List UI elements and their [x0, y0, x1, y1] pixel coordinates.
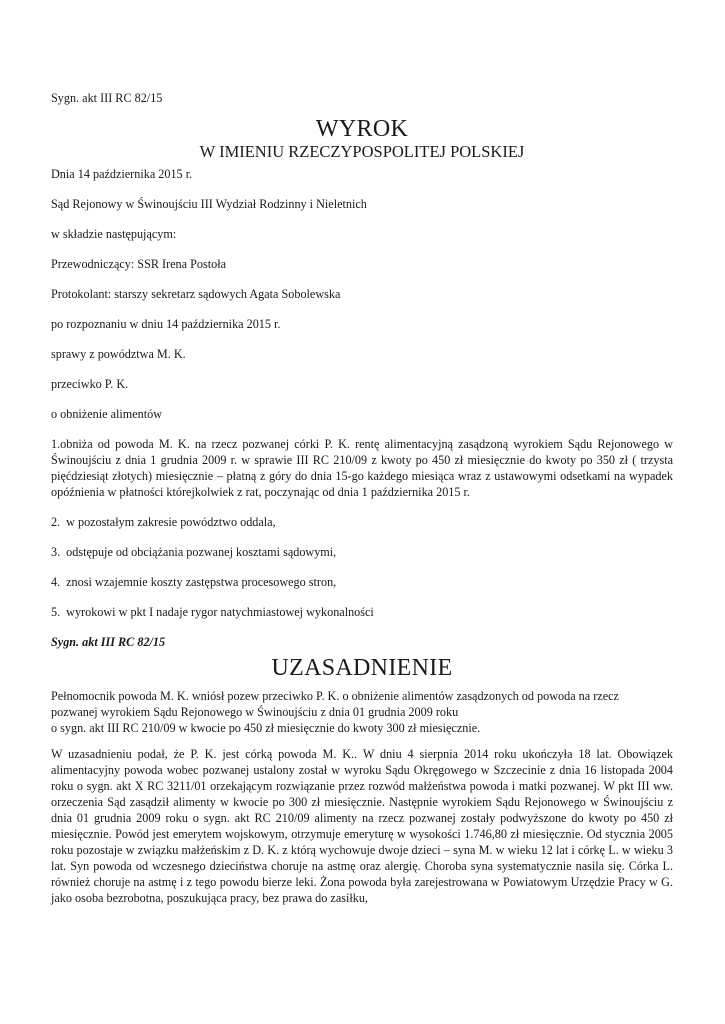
verdict-item-number: 2.	[51, 515, 61, 529]
court-name: Sąd Rejonowy w Świnoujściu III Wydział Rodzinny i Nieletnich	[51, 197, 367, 211]
verdict-item	[51, 574, 673, 590]
justification-signature: Sygn. akt III RC 82/15	[51, 635, 166, 649]
judgment-title: WYROK	[315, 116, 409, 142]
presiding-judge: Przewodniczący: SSR Irena Postoła	[51, 257, 226, 271]
case-signature: Sygn. akt III RC 82/15	[51, 91, 163, 105]
composition-label: w składzie następującym:	[51, 227, 177, 241]
plaintiff: sprawy z powództwa M. K.	[51, 347, 186, 361]
verdict-item-text: odstępuje od obciążania pozwanej kosztami sądowymi,	[66, 545, 337, 559]
verdict-item	[51, 604, 673, 620]
case-subject: o obniżenie alimentów	[51, 407, 163, 421]
verdict-item-text: wyrokowi w pkt I nadaje rygor natychmiastowej wykonalności	[66, 605, 374, 619]
verdict-item-number: 3.	[51, 545, 61, 559]
judgment-subtitle: W IMIENIU RZECZYPOSPOLITEJ POLSKIEJ	[199, 142, 525, 161]
justification-line: Pełnomocnik powoda M. K. wniósł pozew przeciwko P. K. o obniżenie alimentów zasądzonych od powoda na rzecz	[51, 689, 619, 703]
judgment-date: Dnia 14 października 2015 r.	[51, 167, 193, 181]
defendant: przeciwko P. K.	[51, 377, 129, 391]
hearing-date: po rozpoznaniu w dniu 14 października 2015 r.	[51, 317, 281, 331]
verdict-item	[51, 514, 673, 530]
verdict-item-text: obniża od powoda M. K. na rzecz pozwanej córki P. K. rentę alimentacyjną zasądzoną wyrokiem Sądu Rejonowego w Świnoujściu z dnia 1 grudnia 2009 r. w sprawie III RC 210/09 z kwoty po 450 zł miesięcznie do kwoty po 350 zł ( trzysta pięćdziesiąt złotych) miesięcznie – płatną z góry do dnia 15-go każdego miesiąca wraz z ustawowymi odsetkami na wypadek opóźnienia w płatności którejkolwiek z rat, poczynając od dnia 1 października 2015 r.	[51, 437, 673, 499]
verdict-item-text: w pozostałym zakresie powództwo oddala,	[66, 515, 276, 529]
justification-paragraph-1	[51, 688, 673, 736]
verdict-item-text: znosi wzajemnie koszty zastępstwa procesowego stron,	[66, 575, 337, 589]
court-clerk: Protokolant: starszy sekretarz sądowych Agata Sobolewska	[51, 287, 341, 301]
verdict-item-number: 5.	[51, 605, 61, 619]
document-page	[51, 90, 673, 920]
verdict-item	[51, 544, 673, 560]
justification-line: o sygn. akt III RC 210/09 w kwocie po 450 zł miesięcznie do kwoty 300 zł miesięcznie.	[51, 721, 481, 735]
justification-line: pozwanej wyrokiem Sądu Rejonowego w Świnoujściu z dnia 01 grudnia 2009 roku	[51, 705, 459, 719]
verdict-item	[51, 436, 673, 500]
verdict-item-number: 4.	[51, 575, 61, 589]
justification-title: UZASADNIENIE	[271, 655, 453, 681]
justification-paragraph-2: W uzasadnieniu podał, że P. K. jest córką powoda M. K.. W dniu 4 sierpnia 2014 roku ukończyła 18 lat. Obowiązek alimentacyjny powoda wobec pozwanej ustalony został w wyroku Sądu Okręgowego w Szczecinie z dnia 16 listopada 2004 roku o sygn. akt X RC 3211/01 orzekającym rozwiązanie przez rozwód małżeństwa powoda i matki pozwanej. W pkt III ww. orzeczenia Sąd zasądził alimenty w kwocie po 300 zł miesięcznie. Następnie wyrokiem Sądu Rejonowego w Świnoujściu z dnia 01 grudnia 2009 roku o sygn. akt RC 210/09 alimenty na rzecz pozwanej zostały podwyższone do kwoty po 450 zł miesięcznie. Powód jest emerytem wojskowym, otrzymuje emeryturę w wysokości 1.746,80 zł miesięcznie. Od stycznia 2005 roku pozostaje w związku małżeńskim z D. K. z którą wychowuje dwoje dzieci – syna M. w wieku 12 lat i córkę L. w wieku 3 lat. Syn powoda od wczesnego dzieciństwa choruje na astmę oraz alergię. Choroba syna systematycznie nasila się. Córka L. również choruje na astmę i z tego powodu bierze leki. Żona powoda była zarejestrowana w Powiatowym Urzędzie Pracy w G. jako osoba bezrobotna, poszukująca pracy, bez prawa do zasiłku,	[51, 747, 673, 905]
verdict-item-number: 1.	[51, 437, 61, 451]
